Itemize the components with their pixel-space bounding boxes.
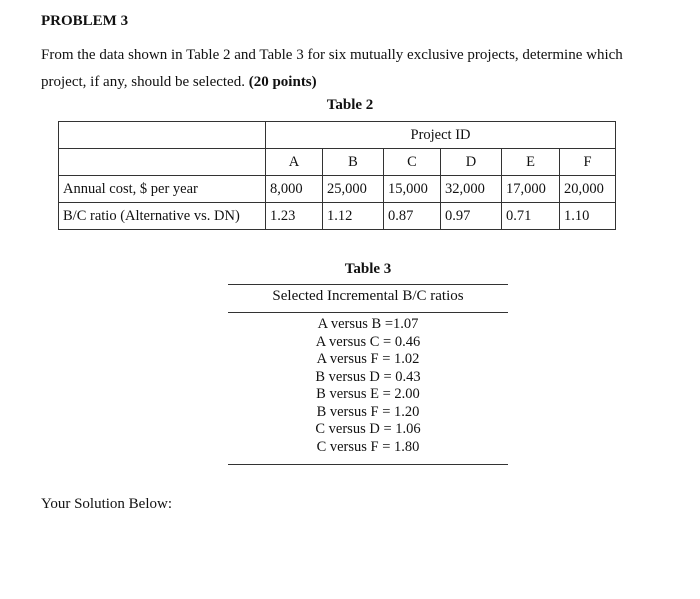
row-label: B/C ratio (Alternative vs. DN): [59, 203, 266, 230]
table2-caption: Table 2: [326, 97, 374, 113]
table-cell: 1.12: [323, 203, 384, 230]
table-row: [59, 176, 616, 203]
table3-bottom-rule: [228, 464, 508, 465]
table-cell: 32,000: [441, 176, 502, 203]
column-header-a: A: [266, 149, 323, 176]
column-header-e: E: [502, 149, 560, 176]
table3-caption: Table 3: [344, 261, 392, 277]
list-item: C versus F = 1.80: [316, 438, 420, 455]
row-label: Annual cost, $ per year: [59, 176, 266, 203]
table2-column-header-row: [59, 149, 616, 176]
table3-top-rule: [228, 284, 508, 285]
problem-title: PROBLEM 3: [41, 13, 129, 29]
table-cell-empty: [59, 122, 266, 149]
points-label: (20 points): [248, 74, 317, 90]
list-item: A versus C = 0.46: [315, 333, 421, 350]
table-cell: 25,000: [323, 176, 384, 203]
table-cell: 20,000: [560, 176, 616, 203]
problem-statement: [41, 42, 681, 96]
list-item: A versus F = 1.02: [316, 351, 420, 367]
table-cell: 1.10: [560, 203, 616, 230]
list-item: C versus D = 1.06: [315, 421, 421, 437]
column-header-d: D: [441, 149, 502, 176]
solution-label: Your Solution Below:: [41, 496, 173, 512]
table-cell: 0.97: [441, 203, 502, 230]
table-row: [59, 203, 616, 230]
list-item: B versus F = 1.20: [316, 403, 420, 420]
column-header-b: B: [323, 149, 384, 176]
column-header-f: F: [560, 149, 616, 176]
table-cell: 1.23: [266, 203, 323, 230]
table3-header-rule: [228, 312, 508, 313]
project-id-header: Project ID: [266, 122, 616, 149]
table-cell-empty: [59, 149, 266, 176]
table-cell: 17,000: [502, 176, 560, 203]
table-cell: 15,000: [384, 176, 441, 203]
column-header-c: C: [384, 149, 441, 176]
statement-line-1: From the data shown in Table 2 and Table 3 for six mutually exclusive projects, determine which: [41, 47, 623, 63]
table-cell: 8,000: [266, 176, 323, 203]
table2-group-header-row: [59, 122, 616, 149]
list-item: B versus D = 0.43: [315, 368, 421, 385]
table2: [58, 121, 616, 230]
list-item: A versus B =1.07: [317, 316, 419, 332]
table3-ratio-list: [228, 316, 508, 456]
statement-question: project, if any, should be selected.: [41, 74, 245, 90]
table-cell: 0.71: [502, 203, 560, 230]
table-cell: 0.87: [384, 203, 441, 230]
list-item: B versus E = 2.00: [316, 386, 420, 402]
table3-header: Selected Incremental B/C ratios: [272, 288, 464, 304]
statement-line-2: [41, 69, 681, 96]
